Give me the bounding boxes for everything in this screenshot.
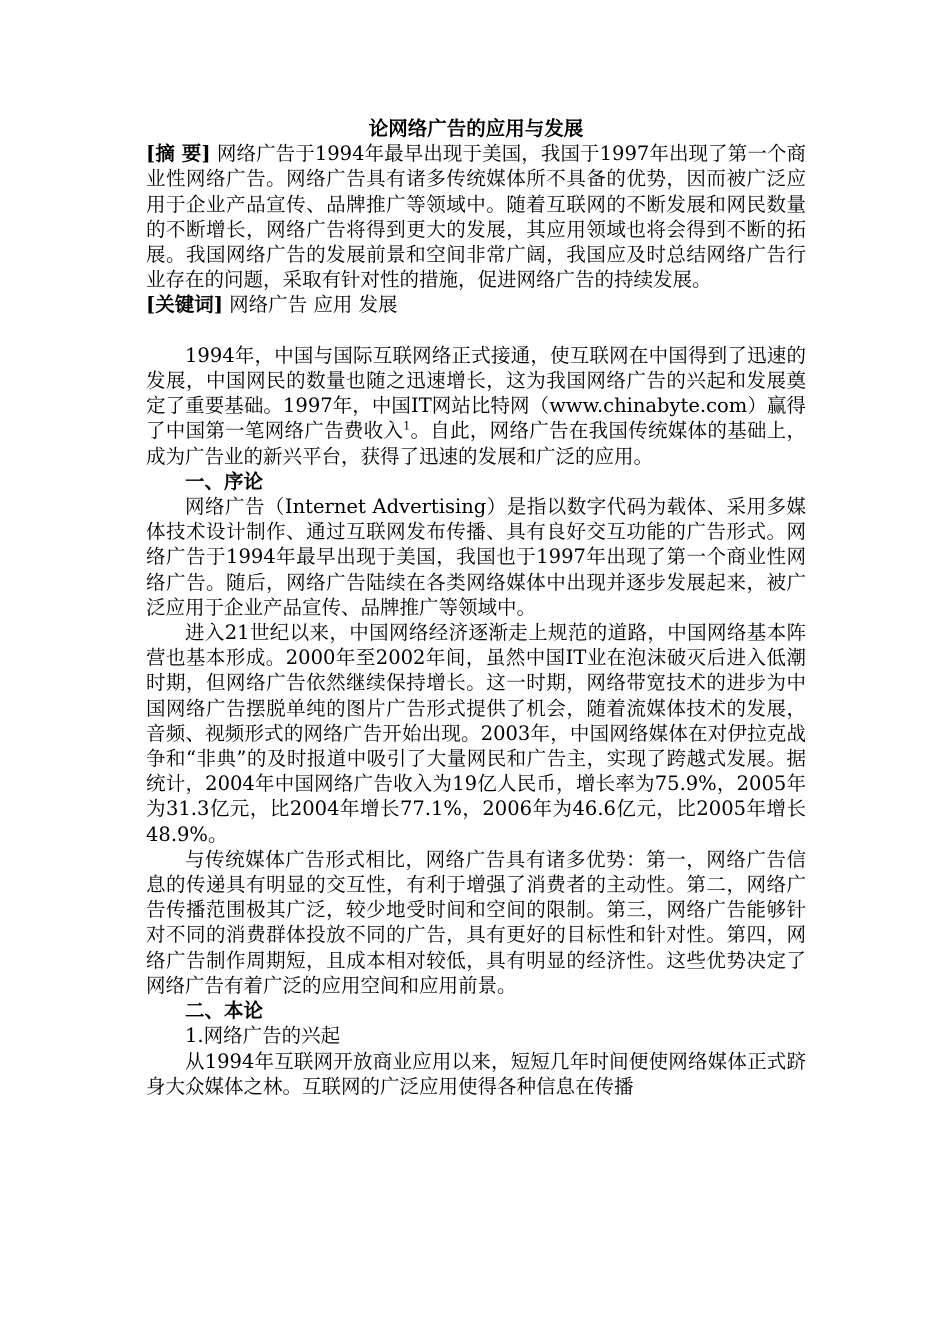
- section1-paragraph-3: 与传统媒体广告形式相比，网络广告具有诸多优势：第一，网络广告信息的传递具有明显的交互性，有利于增强了消费者的主动性。第二，网络广告传播范围极其广泛，较少地受时间和空间的限制。第三，网络广告能够针对不同的消费群体投放不同的广告，具有更好的目标性和针对性。第四，网络广告制作周期短，且成本相对较低，具有明显的经济性。这些优势决定了网络广告有着广泛的应用空间和应用前景。: [146, 847, 806, 997]
- keywords: [146, 292, 806, 317]
- document-title: 论网络广告的应用与发展: [368, 117, 584, 140]
- section1-paragraph-1: 网络广告（Internet Advertising）是指以数字代码为载体、采用多媒体技术设计制作、通过互联网发布传播、具有良好交互功能的广告形式。网络广告于1994年最早出现于美国，我国也于1997年出现了第一个商业性网络广告。随后，网络广告陆续在各类网络媒体中出现并逐步发展起来，被广泛应用于企业产品宣传、品牌推广等领域中。: [146, 495, 806, 619]
- section2-heading: 二、本论: [185, 999, 264, 1023]
- intro-paragraph: [146, 343, 806, 469]
- section1-paragraph-2: 进入21世纪以来，中国网络经济逐渐走上规范的道路，中国网络基本阵营也基本形成。2000年至2002年间，虽然中国IT业在泡沫破灭后进入低潮时期，但网络广告依然继续保持增长。这一时期，网络带宽技术的进步为中国网络广告摆脱单纯的图片广告形式提供了机会，随着流媒体技术的发展，音频、视频形式的网络广告开始出现。2003年，中国网络媒体在对伊拉克战争和“非典”的及时报道中吸引了大量网民和广告主，实现了跨越式发展。据统计，2004年中国网络广告收入为19亿人民币，增长率为75.9%，2005年为31.3亿元，比2004年增长77.1%，2006年为46.6亿元，比2005年增长48.9%。: [146, 621, 806, 846]
- blank-line: [146, 318, 806, 343]
- abstract-text: 网络广告于1994年最早出现于美国，我国于1997年出现了第一个商业性网络广告。网络广告具有诸多传统媒体所不具备的优势，因而被广泛应用于企业产品宣传、品牌推广等领域中。随着互联网的不断发展和网民数量的不断增长，网络广告将得到更大的发展，其应用领域也将会得到不断的拓展。我国网络广告的发展前景和空间非常广阔，我国应及时总结网络广告行业存在的问题，采取有针对性的措施，促进网络广告的持续发展。: [146, 142, 806, 292]
- document-page: [146, 116, 806, 1099]
- section2-paragraph-1: 从1994年互联网开放商业应用以来，短短几年时间便使网络媒体正式跻身大众媒体之林。互联网的广泛应用使得各种信息在传播: [146, 1049, 806, 1098]
- intro-text-after-note: 。自此，网络广告在我国传统媒体的基础上，成为广告业的新兴平台，获得了迅速的发展和广泛的应用。: [146, 419, 806, 468]
- keywords-label: [关键词]: [146, 293, 223, 317]
- abstract: [146, 141, 806, 292]
- abstract-label: [摘 要]: [146, 142, 211, 166]
- section1-heading: 一、序论: [185, 469, 264, 493]
- footnote-mark: 1: [403, 419, 411, 433]
- section2-subheading: 1.网络广告的兴起: [185, 1024, 341, 1048]
- intro-text-before-note: 1994年，中国与国际互联网络正式接通，使互联网在中国得到了迅速的发展，中国网民的数量也随之迅速增长，这为我国网络广告的兴起和发展奠定了重要基础。1997年，中国IT网站比特网（www.chinabyte.com）赢得了中国第一笔网络广告费收入: [146, 343, 806, 443]
- keywords-text: 网络广告 应用 发展: [222, 293, 398, 317]
